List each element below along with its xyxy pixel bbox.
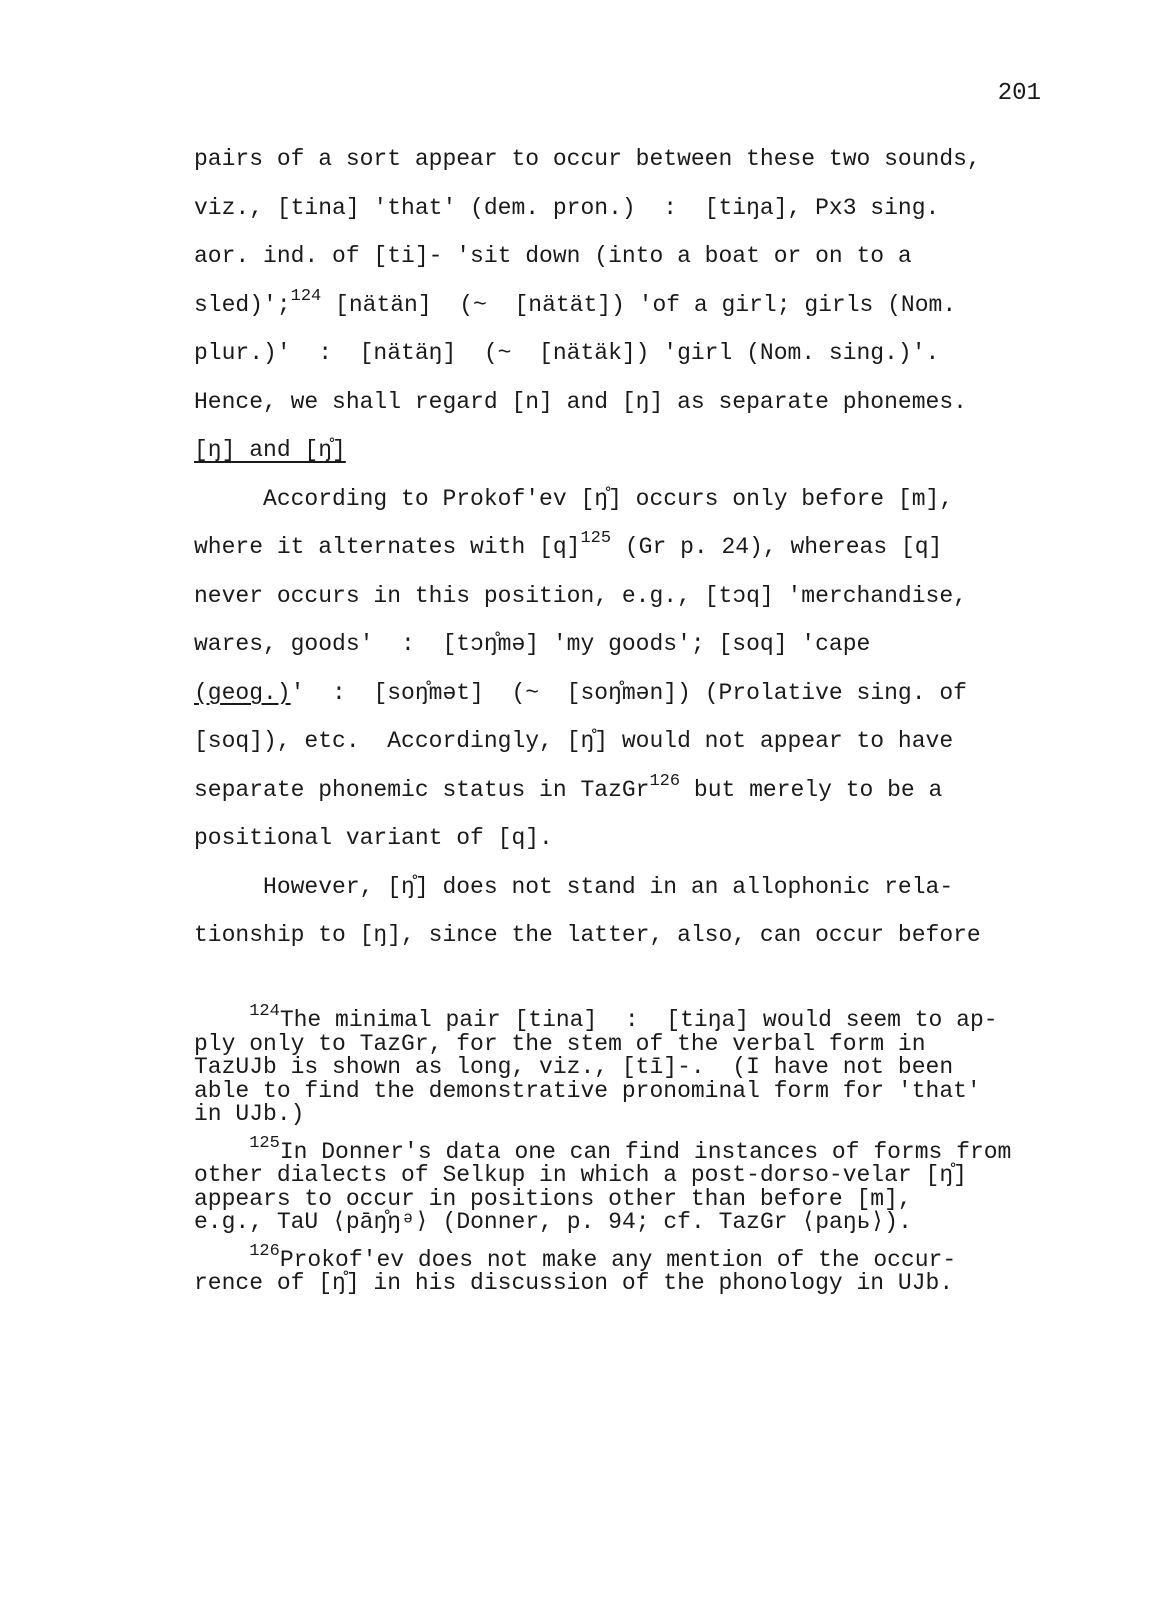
footnote-text: The minimal pair [tina] : [tiŋa] would seem to ap- <box>279 1007 998 1033</box>
text-fragment: sled)'; <box>194 291 291 318</box>
text-line: [soq]), etc. Accordingly, [ŋ̊] would not appear to have <box>194 728 954 754</box>
section-heading-text: [ŋ] and [ŋ̊] <box>194 437 346 463</box>
underlined-abbrev: (geog.) <box>194 679 291 706</box>
text-fragment: separate phonemic status in TazGr <box>194 776 650 803</box>
text-fragment: but merely to be a <box>680 776 943 803</box>
footnote-125 <box>194 1133 1034 1235</box>
footnote-line <box>194 1002 1034 1033</box>
footnote-number: 124 <box>249 1002 280 1021</box>
text-line: never occurs in this position, e.g., [tɔq] 'merchandise, <box>194 582 967 609</box>
footnote-line <box>194 1241 1034 1273</box>
footnote-ref-125: 125 <box>580 529 612 548</box>
footnote-line: in UJb.) <box>194 1101 305 1127</box>
footnote-number: 125 <box>249 1133 280 1153</box>
footnote-line: other dialects of Selkup in which a post-dorso-velar [ŋ̊] <box>194 1162 967 1188</box>
footnote-line: appears to occur in positions other than before [m], <box>194 1185 912 1212</box>
footnote-line: TazUJb is shown as long, viz., [tī]-. (I have not been <box>194 1054 954 1080</box>
footnote-ref-126: 126 <box>649 771 681 791</box>
footnote-number: 126 <box>249 1241 280 1261</box>
page-number: 201 <box>997 80 1041 107</box>
text-line: viz., [tina] 'that' (dem. pron.) : [tiŋa], Px3 sing. <box>194 194 940 221</box>
text-line <box>194 523 1024 572</box>
section-heading <box>194 426 1024 475</box>
footnote-line: e.g., TaU ⟨pāŋ̊ŋᵊ⟩ (Donner, p. 94; cf. TazGr ⟨paŋь⟩). <box>194 1209 912 1235</box>
text-line: pairs of a sort appear to occur between these two sounds, <box>194 146 981 172</box>
text-line: However, [ŋ̊] does not stand in an allophonic rela- <box>194 873 954 900</box>
footnote-126 <box>194 1241 1034 1296</box>
footnote-ref-124: 124 <box>290 286 322 306</box>
text-line: Hence, we shall regard [n] and [ŋ] as separate phonemes. <box>194 388 967 415</box>
text-fragment: ' : [soŋ̊mət] (~ [soŋ̊mən]) (Prolative sing. of <box>290 679 967 706</box>
footnote-line: ply only to TazGr, for the stem of the verbal form in <box>194 1030 926 1057</box>
text-line: aor. ind. of [ti]- 'sit down (into a boat or on to a <box>194 243 912 269</box>
text-line: positional variant of [q]. <box>194 825 553 851</box>
text-fragment: [nätän] (~ [nätät]) 'of a girl; girls (Nom. <box>321 291 957 318</box>
footnote-line <box>194 1133 1034 1165</box>
text-fragment: where it alternates with [q] <box>194 534 581 560</box>
text-line: wares, goods' : [tɔŋ̊mə] 'my goods'; [soq] 'cape <box>194 631 871 657</box>
body-text <box>194 135 1024 960</box>
text-line: According to Prokof'ev [ŋ̊] occurs only before [m], <box>194 485 954 512</box>
footnote-line: rence of [ŋ̊] in his discussion of the phonology in UJb. <box>194 1270 954 1296</box>
footnote-line: able to find the demonstrative pronominal form for 'that' <box>194 1077 981 1104</box>
text-line: tionship to [ŋ], since the latter, also, can occur before <box>194 922 981 948</box>
text-line <box>194 669 1024 718</box>
text-fragment: (Gr p. 24), whereas [q] <box>611 534 943 560</box>
text-line <box>194 281 1024 330</box>
footnote-text: In Donner's data one can find instances of forms from <box>279 1138 1012 1165</box>
footnotes <box>194 1002 1034 1310</box>
text-line <box>194 766 1024 815</box>
text-line: plur.)' : [nätäŋ] (~ [nätäk]) 'girl (Nom. sing.)'. <box>194 340 940 366</box>
footnote-text: Prokof'ev does not make any mention of the occur- <box>279 1246 957 1273</box>
footnote-124 <box>194 1002 1034 1127</box>
